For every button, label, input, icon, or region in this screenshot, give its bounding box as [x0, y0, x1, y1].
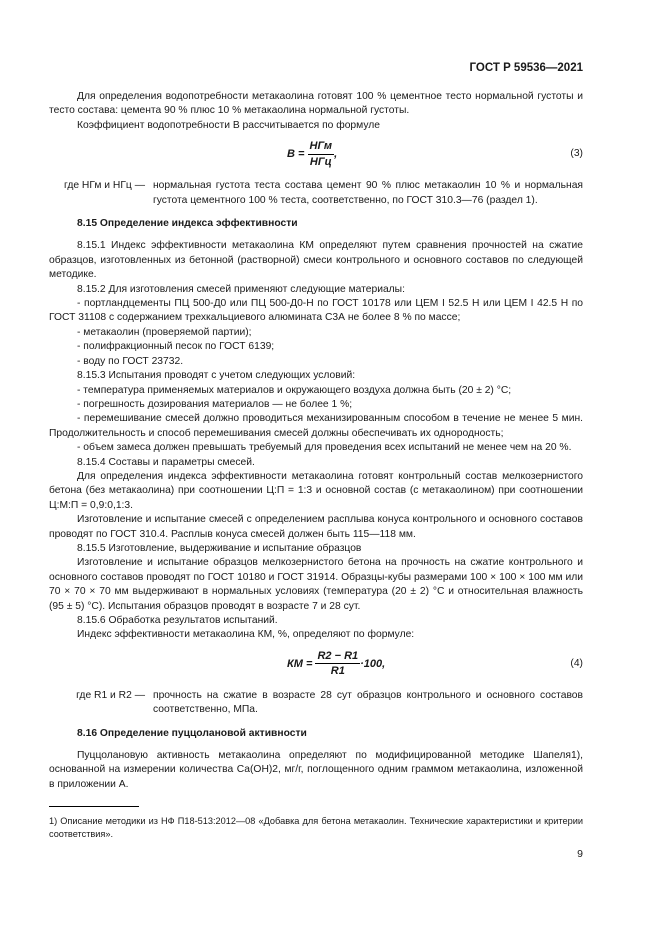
footnote: 1) Описание методики из НФ П18-513:2012—08 «Добавка для бетона метакаолин. Технические характеристики и критерии соответствия».	[49, 816, 583, 839]
paragraph: Для определения индекса эффективности метакаолина готовят контрольный состав мелкозернистого бетона (без метакаолина) при соотношении Ц:П = 1:3 и основной состав (с метакаолином) при соотношении Ц:М:П = 0,9:0,1:3.	[49, 470, 583, 511]
formula-legend	[49, 689, 583, 718]
formula-tail: ,	[334, 148, 338, 161]
formula-number: (3)	[570, 148, 583, 160]
paragraph: Пуццолановую активность метакаолина определяют по модифицированной методике Шапеля1), основанной на измерении количества Са(ОН)2, мг/г, поглощенного одним граммом метакаолина, изложенной в приложении А.	[49, 750, 583, 790]
paragraph: 8.15.5 Изготовление, выдерживание и испытание образцов	[77, 542, 362, 554]
legend-description: прочность на сжатие в возрасте 28 сут образцов контрольного и основного составов соответственно, МПа.	[153, 689, 583, 716]
list-item: - воду по ГОСТ 23732.	[77, 355, 184, 367]
paragraph: Для определения водопотребности метакаолина готовят 100 % цементное тесто нормальной густоты и тесто состава: цемента 90 % плюс 10 % метакаолина нормальной густоты.	[49, 91, 583, 117]
fraction	[308, 139, 338, 169]
paragraph: 8.15.3 Испытания проводят с учетом следующих условий:	[77, 370, 356, 382]
legend-symbols: где R1 и R2 —	[76, 689, 145, 701]
formula-lhs: КМ =	[287, 657, 313, 670]
footnote-separator	[49, 806, 139, 807]
paragraph: 8.15.1 Индекс эффективности метакаолина КМ определяют путем сравнения прочностей на сжатие образцов, изготовленных из бетонной (растворной) смеси контрольного и основного составов по следующей методике.	[49, 240, 583, 281]
list-item: - объем замеса должен превышать требуемый для проведения всех испытаний не менее чем на 20 %.	[77, 442, 572, 454]
formula-number: (4)	[570, 657, 583, 669]
list-item: - перемешивание смесей должно проводиться механизированным способом в течение не менее 5 мин. Продолжительность и способ перемешивания смесей должны обеспечивать их однородность;	[49, 413, 583, 439]
formula-legend	[49, 179, 583, 208]
page-number: 9	[577, 848, 583, 860]
formula-3	[49, 133, 583, 177]
document-body	[49, 90, 583, 792]
section-heading: 8.16 Определение пуццолановой активности	[77, 727, 307, 739]
list-item: - температура применяемых материалов и окружающего воздуха должна быть (20 ± 2) °С;	[77, 384, 512, 396]
fraction-numerator: R2 − R1	[315, 649, 360, 664]
paragraph: 8.15.6 Обработка результатов испытаний.	[77, 615, 278, 626]
fraction-denominator: НГц	[309, 155, 332, 168]
formula-expression	[287, 649, 385, 679]
fraction-numerator: НГм	[308, 139, 335, 154]
formula-expression	[287, 139, 337, 169]
document-header: ГОСТ Р 59536—2021	[469, 62, 583, 74]
list-item: - метакаолин (проверяемой партии);	[77, 326, 252, 338]
paragraph: 8.15.2 Для изготовления смесей применяют следующие материалы:	[77, 283, 405, 295]
legend-symbols: где НГм и НГц —	[64, 180, 145, 192]
section-heading: 8.15 Определение индекса эффективности	[77, 218, 298, 230]
formula-4	[49, 643, 583, 687]
list-item: - полифракционный песок по ГОСТ 6139;	[77, 341, 275, 353]
legend-description: нормальная густота теста состава цемент 90 % плюс метакаолин 10 % и нормальная густота цементного 100 % теста, соответственно, по ГОСТ 310.3—76 (раздел 1).	[153, 180, 583, 206]
fraction	[315, 649, 360, 679]
list-item: - погрешность дозирования материалов — не более 1 %;	[77, 398, 353, 410]
formula-tail: ·100,	[360, 657, 386, 670]
paragraph: Изготовление и испытание образцов мелкозернистого бетона на прочность на сжатие контрольного и основного составов проводят по ГОСТ 10180 и ГОСТ 31914. Образцы-кубы размерами 100 × 100 × 100 мм или 70 × 70 × 70 мм выдерживают в нормальных условиях (температура (20 ± 2) °С и относительная влажность (95 ± 5) °С). Испытания образцов проводят в возрасте 7 и 28 сут.	[49, 557, 583, 612]
formula-lhs: В =	[287, 148, 305, 161]
fraction-denominator: R1	[330, 665, 345, 678]
paragraph: Коэффициент водопотребности В рассчитывается по формуле	[77, 119, 381, 131]
list-item: - портландцементы ПЦ 500-Д0 или ПЦ 500-Д0-Н по ГОСТ 10178 или ЦЕМ I 52.5 Н или ЦЕМ I 42.5 Н по ГОСТ 31108 с содержанием трехкальциевого алюмината С3А не более 8 % по массе;	[49, 298, 583, 324]
paragraph: 8.15.4 Составы и параметры смесей.	[77, 456, 255, 468]
paragraph: Индекс эффективности метакаолина КМ, %, определяют по формуле:	[77, 629, 415, 641]
paragraph: Изготовление и испытание смесей с определением расплыва конуса контрольного и основного составов проводят по ГОСТ 310.4. Расплыв конуса смесей должен быть 115—118 мм.	[49, 514, 583, 540]
